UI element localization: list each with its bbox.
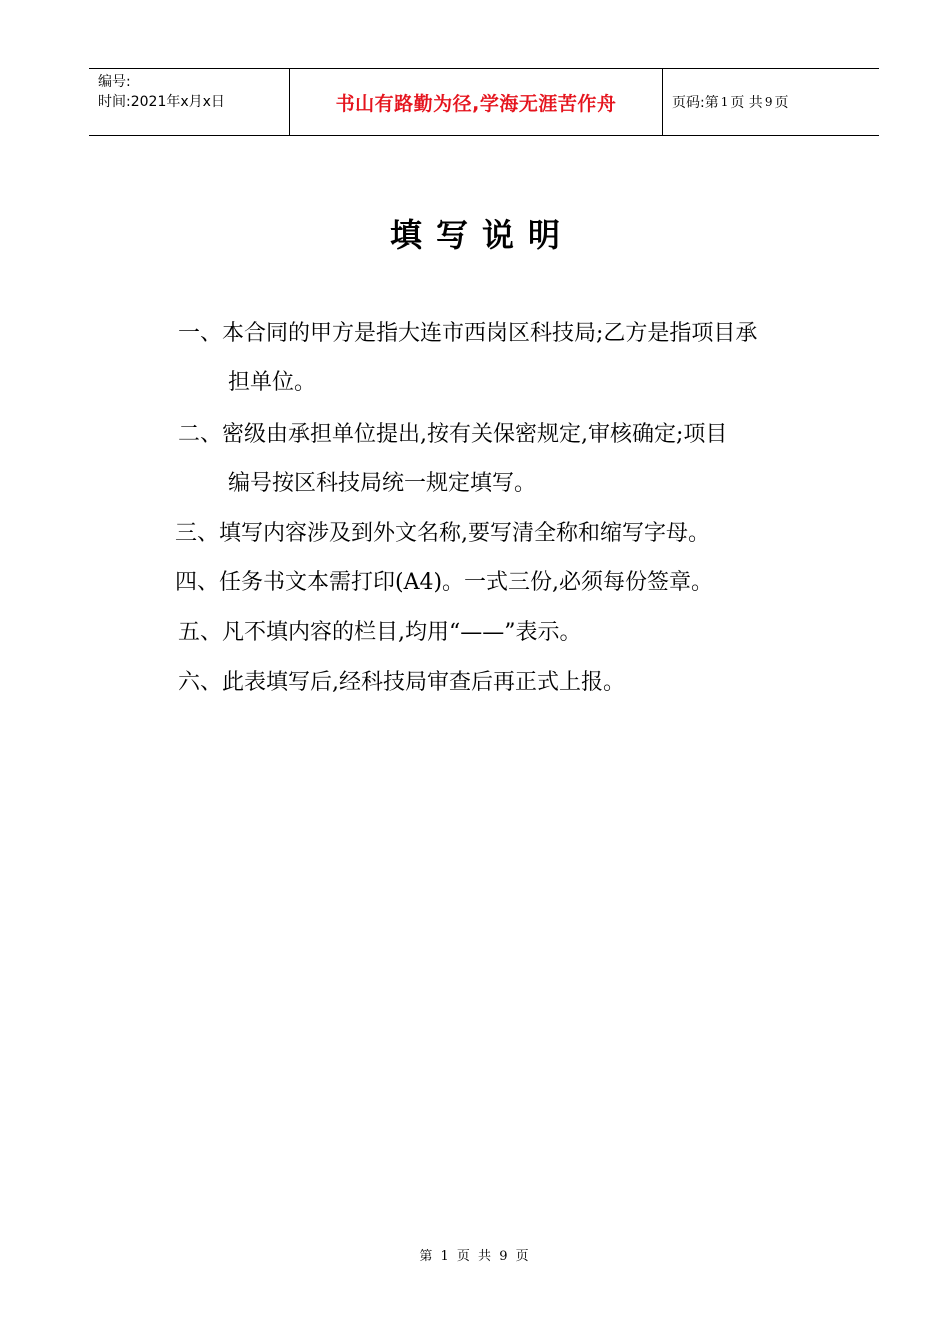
page-label-prefix: 页码:第 [672, 95, 719, 111]
header-meta [89, 69, 290, 135]
header-page-info [663, 69, 879, 135]
instruction-1-line-2: 担单位。 [228, 370, 317, 395]
page-label-suffix: 页 [774, 95, 789, 111]
page-label-mid: 页 共 [730, 95, 763, 111]
page-title: 填写说明 [389, 216, 574, 254]
instruction-6: 六、此表填写后,经科技局审查后再正式上报。 [178, 670, 625, 695]
time-label: 时间:2021年x月x日 [98, 94, 225, 110]
page-footer: 第 1 页 共 9 页 [419, 1249, 531, 1264]
instruction-2-line-2: 编号按区科技局统一规定填写。 [228, 471, 537, 496]
page-total: 9 [764, 95, 773, 109]
instruction-5: 五、凡不填内容的栏目,均用“——”表示。 [178, 620, 582, 645]
header-motto: 书山有路勤为径,学海无涯苦作舟 [290, 69, 663, 135]
number-label: 编号: [98, 74, 131, 90]
page-current: 1 [720, 95, 729, 109]
page-header [89, 68, 879, 136]
instruction-2-line-1: 二、密级由承担单位提出,按有关保密规定,审核确定;项目 [178, 422, 728, 447]
instruction-1-line-1: 一、本合同的甲方是指大连市西岗区科技局;乙方是指项目承 [178, 321, 758, 346]
instruction-3: 三、填写内容涉及到外文名称,要写清全称和缩写字母。 [175, 521, 710, 546]
instruction-4: 四、任务书文本需打印(A4)。一式三份,必须每份签章。 [175, 570, 714, 595]
